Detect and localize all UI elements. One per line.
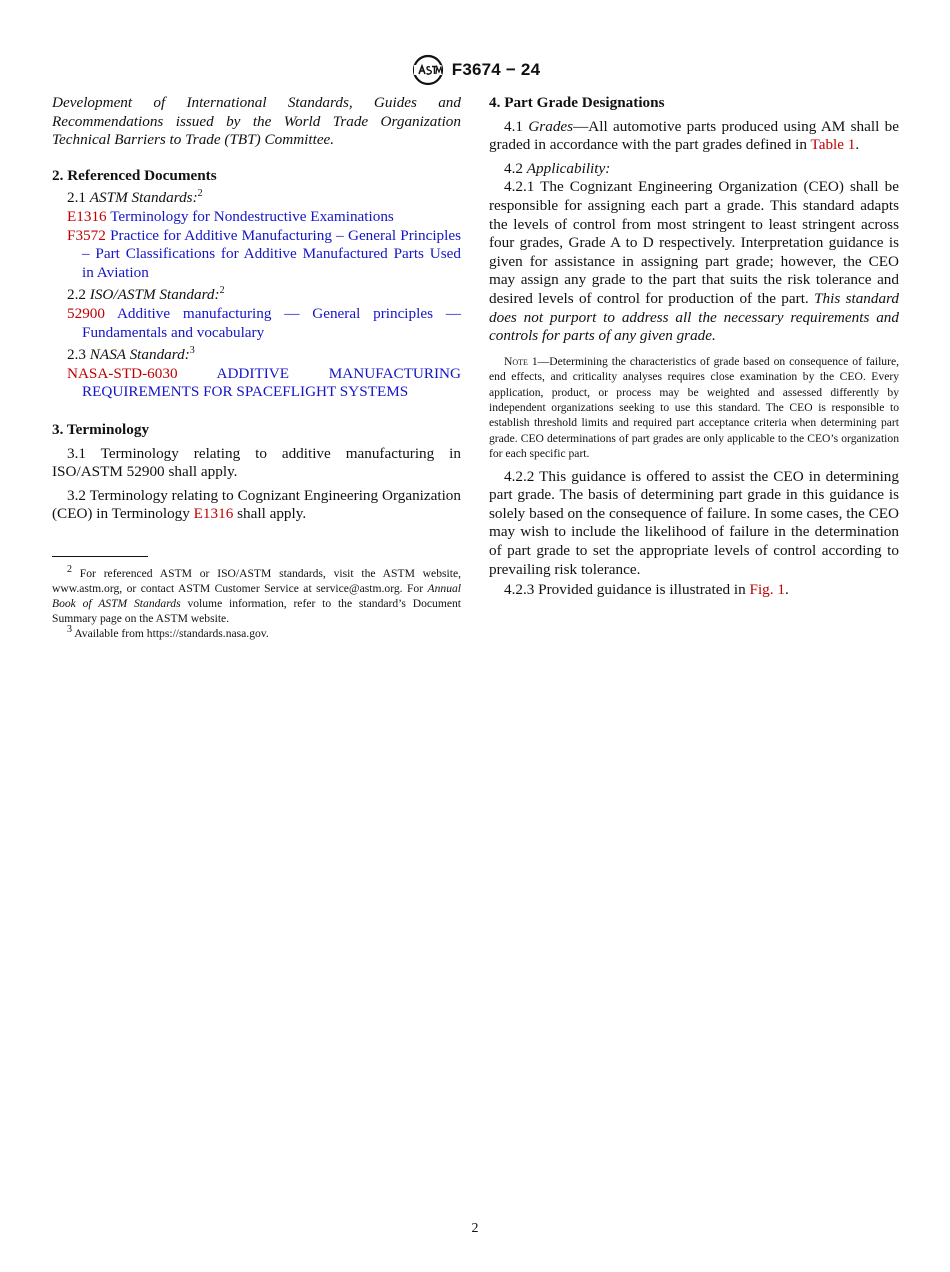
reference-code[interactable]: 52900 <box>67 304 105 322</box>
right-column <box>489 94 899 600</box>
link-e1316[interactable]: E1316 <box>193 505 234 523</box>
page-number: 2 <box>471 1221 479 1236</box>
paragraph-label: Grades <box>528 117 574 135</box>
paragraph-3-1: 3.1 Terminology relating to additive manufacturing in ISO/ASTM 52900 shall apply. <box>52 444 461 481</box>
astm-logo-icon <box>410 54 446 86</box>
reference-nasa-std-6030[interactable] <box>52 365 461 402</box>
intro-paragraph: Development of International Standards, Guides and Recommendations issued by the World Trade Organization Technical Barriers to Trade (TBT) Committee. <box>52 94 461 149</box>
paragraph-4-2-2: 4.2.2 This guidance is offered to assist the CEO in determining part grade. The basis of determining part grade in this guidance is solely based on the consequence of failure. In some cases, the CEO may wish to include the likelihood of failure in the determination of part grade to set the appropriate levels of control according to prevailing risk tolerance. <box>489 467 899 578</box>
reference-code[interactable]: NASA-STD-6030 <box>67 364 178 382</box>
footnote-marker: 2 <box>67 564 72 576</box>
left-column <box>52 94 461 641</box>
page-header <box>0 52 950 88</box>
paragraph-4-1: 4.1 Grades—All automotive parts produced using AM shall be graded in accordance with the part grades defined in Table 1. <box>489 117 899 154</box>
subsection-2-1 <box>52 189 461 208</box>
footnote-ref: 2 <box>197 188 203 200</box>
paragraph-italic: This standard does not purport to address all the necessary requirements and controls for parts of any given grade. <box>489 289 900 345</box>
footnote-italic: Annual Book of ASTM Standards <box>52 581 462 611</box>
note-1 <box>489 354 899 462</box>
reference-e1316[interactable] <box>52 208 461 227</box>
footnote-text: Available from https://standards.nasa.gov. <box>74 627 269 641</box>
link-fig-1[interactable]: Fig. 1 <box>749 581 785 599</box>
paragraph-number: 4.2 <box>504 159 523 177</box>
footnote-marker: 3 <box>67 624 72 636</box>
footnote-text: For referenced ASTM or ISO/ASTM standards, visit the ASTM website, www.astm.org, or contact ASTM Customer Service at service@astm.org. For <box>52 566 461 595</box>
section-3-heading: 3. Terminology <box>52 420 150 438</box>
paragraph-4-2-1 <box>489 178 899 345</box>
subsection-label: ISO/ASTM Standard: <box>89 286 220 304</box>
paragraph-text: 3.2 Terminology relating to Cognizant Engineering Organization (CEO) in Terminology <box>52 486 461 523</box>
paragraph-label: Applicability: <box>526 159 611 177</box>
note-label: Note 1 <box>504 354 538 368</box>
standard-designation: F3674 − 24 <box>451 60 541 79</box>
reference-f3572[interactable] <box>52 227 461 283</box>
footnote-ref: 3 <box>189 345 195 357</box>
reference-code[interactable]: F3572 <box>67 226 106 244</box>
paragraph-text: shall apply. <box>237 505 307 523</box>
subsection-2-3 <box>52 346 461 365</box>
reference-title[interactable]: ADDITIVE MANUFACTURING REQUIREMENTS FOR SPACEFLIGHT SYSTEMS <box>82 364 461 401</box>
paragraph-3-2 <box>52 487 461 524</box>
note-text: —Determining the characteristics of grade based on consequence of failure, end effects, and criticality analyses requires close examination by the CEO. Every application, product, or process may be weighted and assessed differently by independent organizations seeking to use this standard. The CEO is responsible to establish threshold limits and required part acceptance criteria when determining part grade. CEO determinations of part grades are only applicable to the CEO’s organization for each specific part. <box>489 354 899 461</box>
paragraph-4-2-3: 4.2.3 Provided guidance is illustrated in Fig. 1. <box>504 581 789 599</box>
paragraph-text: 4.2.3 Provided guidance is illustrated in <box>504 581 746 599</box>
footnote-2 <box>52 566 461 626</box>
reference-title[interactable]: Practice for Additive Manufacturing – General Principles – Part Classifications for Additive Manufactured Parts Used in Aviation <box>82 226 462 281</box>
subsection-number: 2.3 <box>67 346 86 364</box>
reference-title[interactable]: Terminology for Nondestructive Examinations <box>110 207 394 225</box>
reference-title[interactable]: Additive manufacturing — General principles — Fundamentals and vocabulary <box>82 304 461 341</box>
reference-code[interactable]: E1316 <box>67 207 107 225</box>
paragraph-text: —All automotive parts produced using AM shall be graded in accordance with the part grades defined in <box>489 117 899 154</box>
subsection-label: NASA Standard: <box>89 346 190 364</box>
paragraph-4-2 <box>489 160 899 179</box>
footnote-text: volume information, refer to the standard’s Document Summary page on the ASTM website. <box>52 597 462 626</box>
subsection-number: 2.2 <box>67 286 86 304</box>
section-2-heading: 2. Referenced Documents <box>52 166 217 184</box>
footnote-ref: 2 <box>219 285 225 297</box>
paragraph-text: 4.2.1 The Cognizant Engineering Organization (CEO) shall be responsible for assigning each part a grade. This standard adapts the levels of control from most stringent to least stringent across four grades, Grade A to D respectively. Interpretation guidance is given for assistance in assigning part grade; however, the CEO may assign any grade to the part that suits the risk tolerance and desired levels of control for production of the part. <box>489 178 899 307</box>
subsection-number: 2.1 <box>67 189 86 207</box>
footnote-3 <box>52 626 461 641</box>
subsection-label: ASTM Standards: <box>89 189 198 207</box>
section-4-heading: 4. Part Grade Designations <box>489 94 665 111</box>
paragraph-number: 4.1 <box>504 117 523 135</box>
reference-52900[interactable] <box>52 305 461 342</box>
subsection-2-2 <box>52 286 461 305</box>
link-table-1[interactable]: Table 1 <box>810 136 856 154</box>
